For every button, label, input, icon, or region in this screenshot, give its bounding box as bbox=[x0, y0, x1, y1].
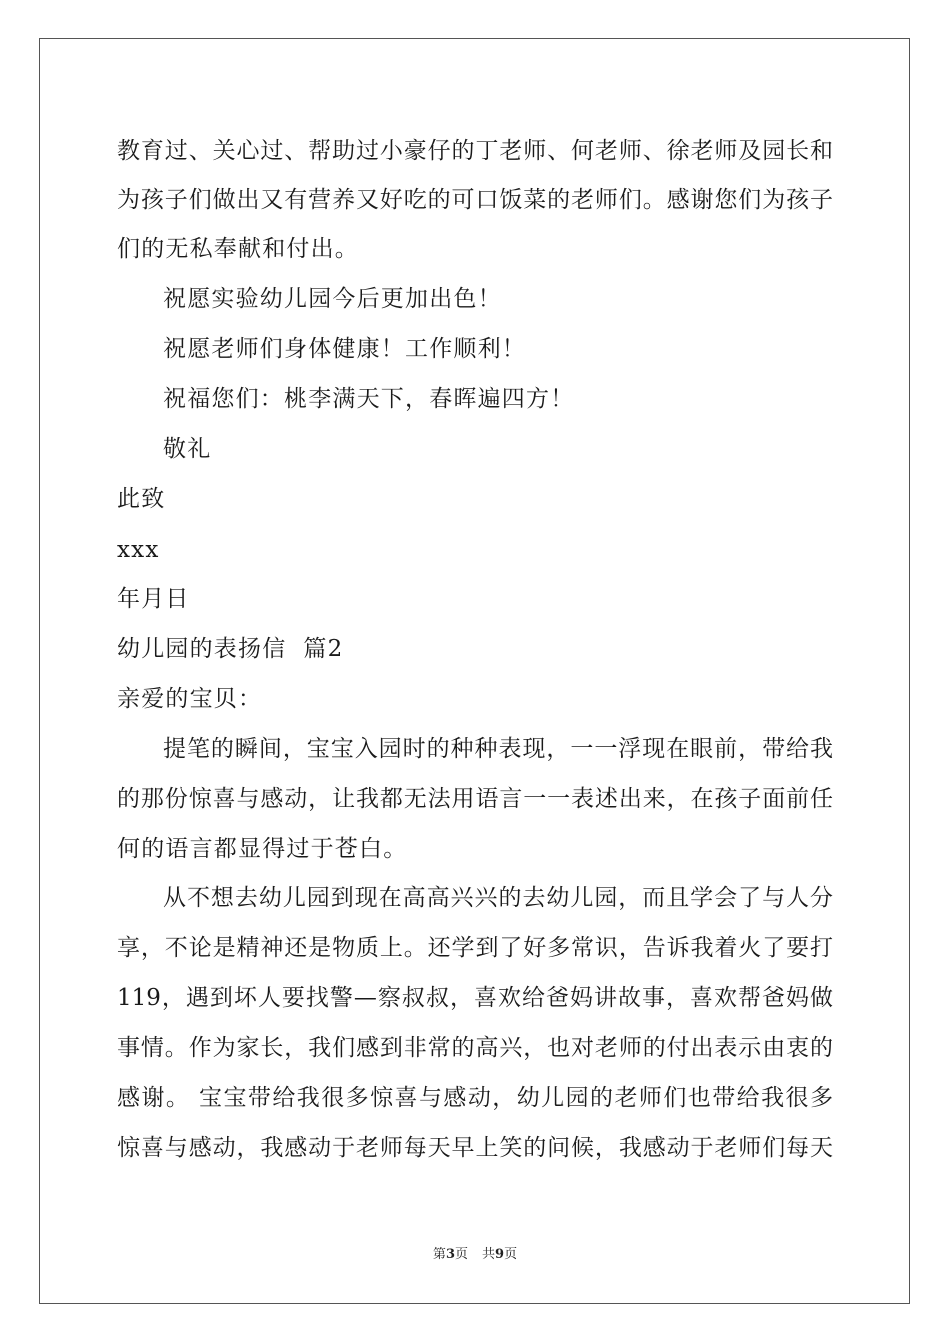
wish-line: 祝福您们：桃李满天下，春晖遍四方！ bbox=[163, 386, 575, 412]
page-label-prefix: 第 bbox=[432, 1247, 446, 1262]
page-number-footer bbox=[0, 1246, 950, 1264]
closing-line: 此致 bbox=[117, 486, 166, 512]
page-label-suffix: 页 bbox=[454, 1247, 468, 1262]
page-border bbox=[39, 38, 910, 1304]
wish-line: 祝愿实验幼儿园今后更加出色！ bbox=[163, 286, 502, 312]
paragraph-line: 享，不论是精神还是物质上。还学到了好多常识，告诉我着火了要打 bbox=[117, 935, 833, 961]
salutation-line: 敬礼 bbox=[163, 436, 212, 462]
page-total-suffix: 页 bbox=[504, 1247, 518, 1262]
paragraph-line: 的那份惊喜与感动，让我都无法用语言一一表述出来，在孩子面前任 bbox=[117, 786, 833, 812]
paragraph-line: 教育过、关心过、帮助过小豪仔的丁老师、何老师、徐老师及园长和 bbox=[117, 138, 833, 164]
page-total-prefix: 共 bbox=[482, 1247, 496, 1262]
paragraph-line: 们的无私奉献和付出。 bbox=[117, 236, 359, 262]
paragraph-line: 事情。作为家长，我们感到非常的高兴，也对老师的付出表示由衷的 bbox=[117, 1035, 833, 1061]
paragraph-line: 惊喜与感动，我感动于老师每天早上笑的问候，我感动于老师们每天 bbox=[117, 1135, 833, 1161]
date-line: 年月日 bbox=[117, 586, 190, 612]
paragraph-line: 119，遇到坏人要找警—察叔叔，喜欢给爸妈讲故事，喜欢帮爸妈做 bbox=[117, 985, 833, 1011]
page-total: 9 bbox=[495, 1247, 505, 1262]
page-current: 3 bbox=[445, 1247, 455, 1262]
paragraph-line: 为孩子们做出又有营养又好吃的可口饭菜的老师们。感谢您们为孩子 bbox=[117, 187, 833, 213]
paragraph-line: 何的语言都显得过于苍白。 bbox=[117, 836, 408, 862]
greeting-line: 亲爱的宝贝： bbox=[117, 686, 263, 712]
paragraph-line: 提笔的瞬间，宝宝入园时的种种表现，一一浮现在眼前，带给我 bbox=[163, 736, 833, 762]
wish-line: 祝愿老师们身体健康！工作顺利！ bbox=[163, 336, 526, 362]
signature-line: xxx bbox=[117, 537, 160, 563]
paragraph-line: 从不想去幼儿园到现在高高兴兴的去幼儿园，而且学会了与人分 bbox=[163, 885, 833, 911]
section-heading: 幼儿园的表扬信 篇2 bbox=[117, 636, 344, 662]
paragraph-line: 感谢。 宝宝带给我很多惊喜与感动，幼儿园的老师们也带给我很多 bbox=[117, 1085, 833, 1111]
